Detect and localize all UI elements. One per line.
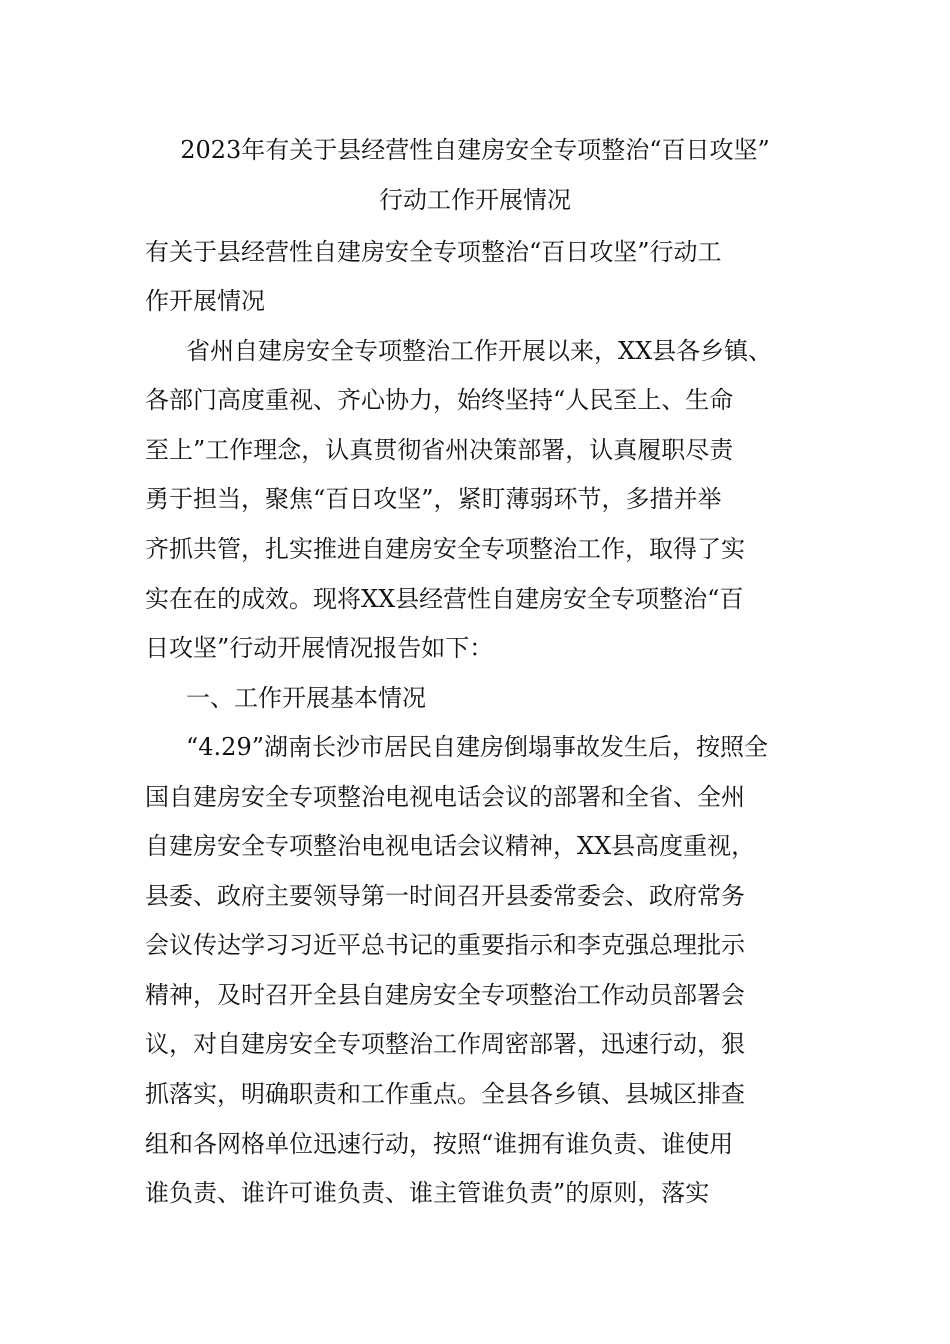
subtitle-line-1: 有关于县经营性自建房安全专项整治“百日攻坚”行动工 — [145, 238, 722, 266]
paragraph-1-line-5: 齐抓共管，扎实推进自建房安全专项整治工作，取得了实 — [145, 535, 745, 563]
paragraph-1-line-4: 勇于担当，聚焦“百日攻坚”，紧盯薄弱环节，多措并举 — [145, 485, 722, 513]
document-title-line-1: 2023年有关于县经营性自建房安全专项整治“百日攻坚” — [180, 136, 770, 164]
paragraph-2-line-6: 精神，及时召开全县自建房安全专项整治工作动员部署会 — [145, 981, 745, 1009]
paragraph-1-line-3: 至上”工作理念，认真贯彻省州决策部署，认真履职尽责 — [145, 436, 734, 464]
paragraph-1-line-6: 实在在的成效。现将XX县经营性自建房安全专项整治“百 — [145, 585, 744, 613]
paragraph-2-line-4: 县委、政府主要领导第一时间召开县委常委会、政府常务 — [145, 882, 745, 910]
paragraph-2-line-1: “4.29”湖南长沙市居民自建房倒塌事故发生后，按照全 — [186, 733, 768, 761]
paragraph-2-line-2: 国自建房安全专项整治电视电话会议的部署和全省、全州 — [145, 783, 745, 811]
paragraph-1-line-1: 省州自建房安全专项整治工作开展以来，XX县各乡镇、 — [186, 337, 773, 365]
document-title-line-2: 行动工作开展情况 — [379, 186, 571, 214]
paragraph-2-line-8: 抓落实，明确职责和工作重点。全县各乡镇、县城区排查 — [145, 1080, 745, 1108]
paragraph-2-line-3: 自建房安全专项整治电视电话会议精神，XX县高度重视， — [145, 832, 756, 860]
paragraph-2-line-7: 议，对自建房安全专项整治工作周密部署，迅速行动，狠 — [145, 1030, 745, 1058]
section-heading: 一、工作开展基本情况 — [186, 684, 426, 712]
subtitle-line-2: 作开展情况 — [145, 287, 265, 315]
paragraph-2-line-5: 会议传达学习习近平总书记的重要指示和李克强总理批示 — [145, 931, 745, 959]
paragraph-2-line-10: 谁负责、谁许可谁负责、谁主管谁负责”的原则，落实 — [145, 1179, 710, 1207]
paragraph-1-line-2: 各部门高度重视、齐心协力，始终坚持“人民至上、生命 — [145, 386, 734, 414]
paragraph-1-line-7: 日攻坚”行动开展情况报告如下： — [145, 634, 494, 662]
paragraph-2-line-9: 组和各网格单位迅速行动，按照“谁拥有谁负责、谁使用 — [145, 1130, 734, 1158]
